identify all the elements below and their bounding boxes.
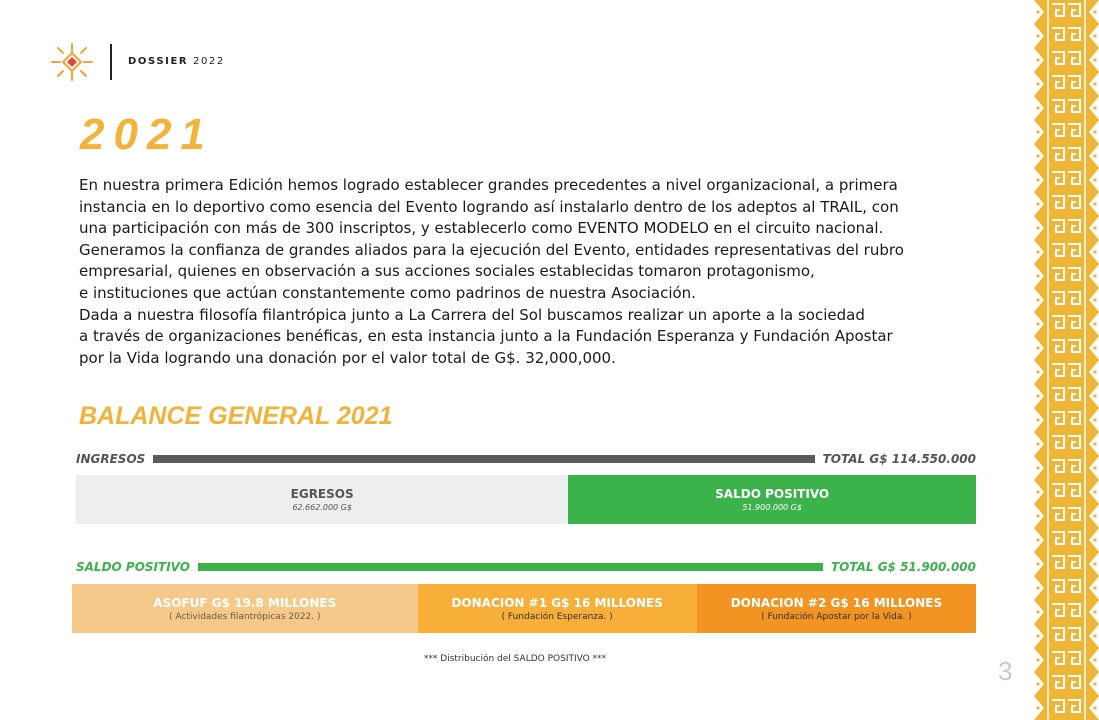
intro-line: por la Vida logrando una donación por el valor total de G$. 32,000,000. [79,348,616,367]
intro-line: Generamos la confianza de grandes aliados para la ejecución del Evento, entidades representativas del rubro [79,240,904,259]
ingresos-bar [153,455,814,463]
saldo-bar [198,563,823,571]
distribution-sub: ( Actividades filantrópicas 2022. ) [169,611,321,622]
distribution-donacion2-box [697,584,976,633]
intro-line: instancia en lo deportivo como esencia del Evento logrando así instalarlo dentro de los adeptos al TRAIL, con [79,197,899,216]
egresos-box [76,475,568,524]
ingresos-row [76,452,976,466]
intro-line: una participación con más de 300 inscriptos, y establecerlo como EVENTO MODELO en el circuito nacional. [79,219,884,238]
intro-line: Dada a nuestra filosofía filantrópica junto a La Carrera del Sol buscamos realizar un aporte a la sociedad [79,305,865,324]
decorative-border-pattern [1034,0,1099,720]
saldo-label: SALDO POSITIVO [76,560,190,574]
year-title: 2021 [80,110,214,159]
distribution-asofuf-box [72,584,418,633]
balance-title: BALANCE GENERAL 2021 [79,402,393,430]
saldo-positivo-amount: 51.900.000 G$ [742,503,802,512]
egresos-amount: 62.662.000 G$ [292,503,352,512]
distribution-label: DONACION #1 G$ 16 MILLONES [451,595,663,610]
distribution-sub: ( Fundación Esperanza. ) [501,611,613,622]
saldo-positivo-label: SALDO POSITIVO [715,487,830,501]
ingresos-breakdown [76,475,976,524]
distribution-breakdown [72,584,976,633]
distribution-label: ASOFUF G$ 19.8 MILLONES [153,595,337,610]
header-label: DOSSIER 2022 [128,56,225,67]
distribution-label: DONACION #2 G$ 16 MILLONES [730,595,943,610]
ingresos-total: TOTAL G$ 114.550.000 [822,452,976,466]
saldo-total: TOTAL G$ 51.900.000 [830,560,976,574]
intro-line: empresarial, quienes en observación a sus acciones sociales establecidas tomaron protagonismo, [79,262,815,281]
distribution-footnote: *** Distribución del SALDO POSITIVO *** [423,654,607,664]
intro-line: En nuestra primera Edición hemos logrado establecer grandes precedentes a nivel organizacional, a primera [79,176,898,194]
sun-logo-icon [50,42,94,82]
distribution-donacion1-box [418,584,697,633]
intro-line: e instituciones que actúan constantemente como padrinos de nuestra Asociación. [79,283,696,302]
egresos-label: EGRESOS [290,487,354,501]
intro-paragraph [79,175,979,369]
header-divider [110,44,112,80]
distribution-sub: ( Fundación Apostar por la Vida. ) [761,611,912,622]
page-number: 3 [998,656,1013,686]
saldo-row [76,560,976,574]
intro-line: a través de organizaciones benéficas, en esta instancia junto a la Fundación Esperanza y Fundación Apostar [79,327,893,346]
saldo-positivo-box [568,475,976,524]
ingresos-label: INGRESOS [76,452,146,466]
